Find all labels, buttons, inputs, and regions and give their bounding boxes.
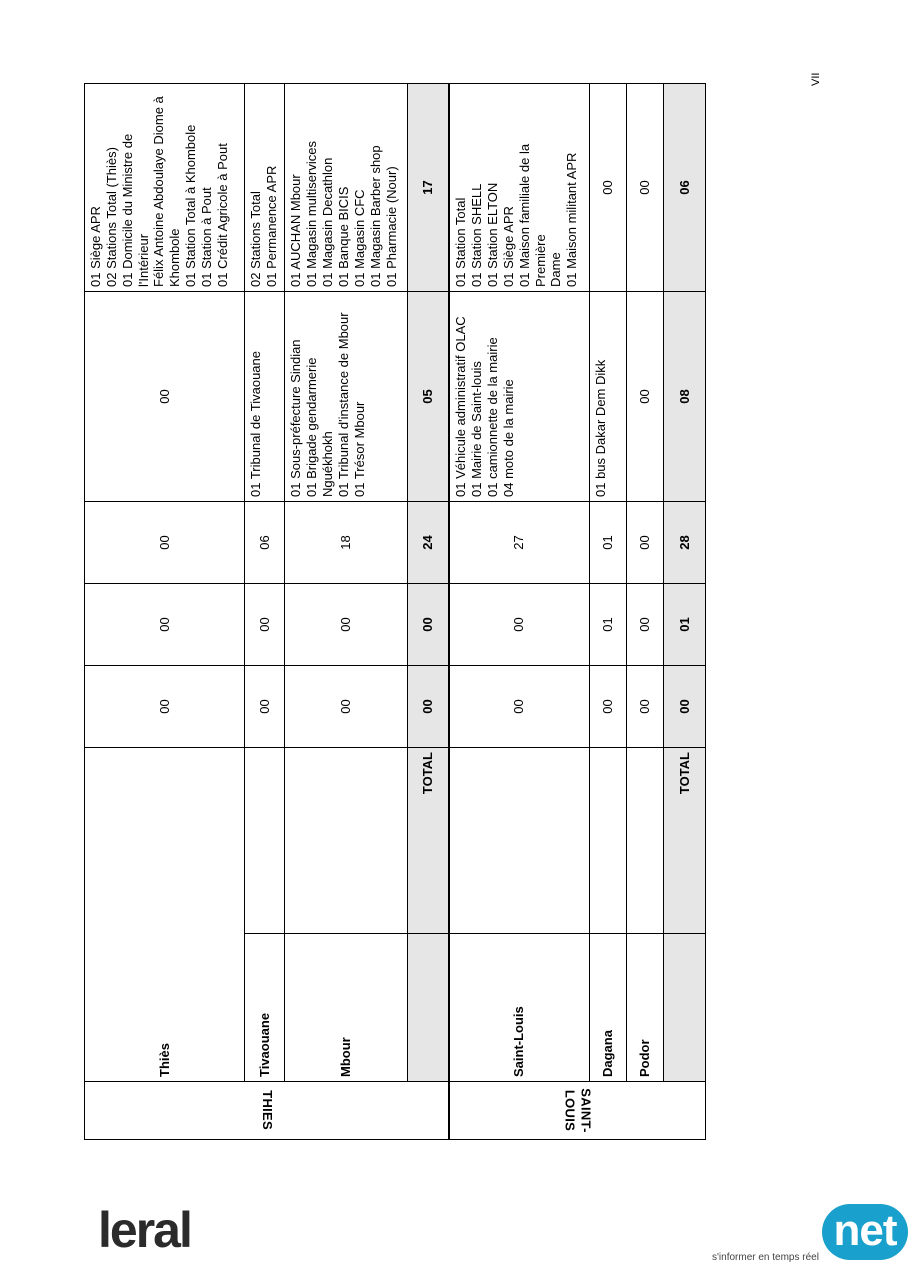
total-c5: 06 bbox=[664, 84, 706, 292]
targets-col-5 bbox=[626, 84, 663, 292]
targets-col-5-line: 01 Station Total à Khombole bbox=[183, 124, 199, 287]
targets-col-5-line: 00 bbox=[637, 180, 653, 195]
targets-col-4-line: 01 Véhicule administratif OLAC bbox=[453, 316, 469, 497]
region-name-cell bbox=[85, 1082, 450, 1140]
targets-col-5-line: 01 AUCHAN Mbour bbox=[288, 174, 304, 287]
table-row bbox=[245, 84, 285, 1140]
value-col-2: 01 bbox=[589, 584, 626, 666]
value-col-2: 00 bbox=[245, 584, 285, 666]
total-label: TOTAL bbox=[664, 748, 706, 934]
logo-tagline: s'informer en temps réel bbox=[712, 1252, 819, 1263]
logo-badge: net bbox=[822, 1204, 908, 1260]
value-col-3: 00 bbox=[85, 502, 245, 584]
empty-cell bbox=[449, 748, 589, 934]
targets-col-4-line: 01 Brigade gendarmerie bbox=[304, 357, 320, 497]
region-name: THIES bbox=[259, 1090, 275, 1131]
targets-col-5-line: 01 Magasin CFC bbox=[351, 189, 367, 287]
targets-col-5-line: 01 Magasin multiservices bbox=[304, 141, 320, 287]
targets-col-5-line: 01 Crédit Agricole à Pout bbox=[214, 143, 230, 287]
targets-col-4 bbox=[85, 292, 245, 502]
total-c3: 28 bbox=[664, 502, 706, 584]
targets-col-5-line: 01 Magasin Barber shop bbox=[367, 145, 383, 287]
table-row bbox=[449, 84, 589, 1140]
targets-col-4-line: 01 bus Dakar Dem Dikk bbox=[592, 359, 608, 497]
targets-col-4-line: 00 bbox=[156, 389, 172, 404]
targets-col-4-line: 01 Trésor Mbour bbox=[351, 401, 367, 497]
targets-col-5-line: 01 Maison militant APR bbox=[564, 152, 580, 287]
value-col-2: 00 bbox=[285, 584, 408, 666]
targets-col-5-line: 02 Stations Total bbox=[248, 191, 264, 287]
targets-col-4-line: Nguékhokh bbox=[320, 431, 336, 497]
value-col-3: 01 bbox=[589, 502, 626, 584]
table-row bbox=[85, 84, 245, 1140]
targets-col-4 bbox=[589, 292, 626, 502]
targets-col-5-line: 01 Station à Pout bbox=[199, 187, 215, 287]
targets-col-4-line: 01 Tribunal de Tivaouane bbox=[248, 351, 264, 497]
total-c4: 08 bbox=[664, 292, 706, 502]
value-col-3: 27 bbox=[449, 502, 589, 584]
targets-col-4-line: 04 moto de la mairie bbox=[500, 379, 516, 497]
value-col-2: 00 bbox=[449, 584, 589, 666]
targets-col-5-line: 01 Siège APR bbox=[500, 206, 516, 287]
leralnet-logo bbox=[98, 1200, 912, 1270]
value-col-2: 00 bbox=[626, 584, 663, 666]
department-name: Dagana bbox=[589, 934, 626, 1082]
value-col-1: 00 bbox=[449, 666, 589, 748]
table-row bbox=[285, 84, 408, 1140]
targets-col-5-line: Dame bbox=[548, 252, 564, 287]
value-col-1: 00 bbox=[626, 666, 663, 748]
logo-wordmark: leral bbox=[98, 1202, 191, 1258]
empty-cell bbox=[626, 748, 663, 934]
total-c4: 05 bbox=[408, 292, 450, 502]
table-row bbox=[589, 84, 626, 1140]
total-c1: 00 bbox=[664, 666, 706, 748]
department-name: Mbour bbox=[285, 934, 408, 1082]
targets-col-4 bbox=[449, 292, 589, 502]
targets-col-5 bbox=[245, 84, 285, 292]
table-row bbox=[626, 84, 663, 1140]
value-col-1: 00 bbox=[589, 666, 626, 748]
targets-col-5-line: 01 Permanence APR bbox=[264, 165, 280, 287]
value-col-3: 06 bbox=[245, 502, 285, 584]
targets-col-4 bbox=[626, 292, 663, 502]
value-col-3: 18 bbox=[285, 502, 408, 584]
department-name: Saint-Louis bbox=[449, 934, 589, 1082]
incident-table bbox=[84, 84, 706, 1140]
targets-col-5-line: Khombole bbox=[167, 228, 183, 287]
department-name: Tivaouane bbox=[245, 934, 285, 1082]
value-col-3: 00 bbox=[626, 502, 663, 584]
total-label: TOTAL bbox=[408, 748, 450, 934]
total-row bbox=[664, 84, 706, 1140]
targets-col-5-line: 01 Magasin Decathlon bbox=[320, 157, 336, 287]
total-c3: 24 bbox=[408, 502, 450, 584]
value-col-2: 00 bbox=[85, 584, 245, 666]
targets-col-4-line: 01 camionnette de la mairie bbox=[484, 337, 500, 497]
empty-cell bbox=[245, 748, 285, 934]
region-name-cell bbox=[449, 1082, 705, 1140]
targets-col-4-line: 00 bbox=[637, 389, 653, 404]
region-name: SAINT-LOUIS bbox=[562, 1088, 594, 1133]
targets-col-5 bbox=[285, 84, 408, 292]
targets-col-5 bbox=[449, 84, 589, 292]
total-c5: 17 bbox=[408, 84, 450, 292]
targets-col-5-line: 02 Stations Total (Thiès) bbox=[103, 147, 119, 287]
page-number: VII bbox=[810, 72, 822, 86]
targets-col-4-line: 01 Sous-préfecture Sindian bbox=[288, 339, 304, 497]
total-c2: 01 bbox=[664, 584, 706, 666]
targets-col-5-line: 01 Domicile du Ministre de l'Intérieur bbox=[119, 133, 151, 287]
targets-col-5-line: Félix Antoine Abdoulaye Diome à bbox=[151, 96, 167, 287]
targets-col-5-line: 01 Siège APR bbox=[88, 206, 103, 287]
total-c1: 00 bbox=[408, 666, 450, 748]
targets-col-5-line: 01 Maison familiale de la Première bbox=[516, 143, 548, 287]
empty-cell bbox=[589, 748, 626, 934]
targets-col-4-line: 01 Tribunal d'instance de Mbour bbox=[336, 312, 351, 497]
total-spacer bbox=[664, 934, 706, 1082]
targets-col-5-line: 01 Station ELTON bbox=[484, 182, 500, 287]
value-col-1: 00 bbox=[85, 666, 245, 748]
department-name: Podor bbox=[626, 934, 663, 1082]
targets-col-5-line: 01 Station SHELL bbox=[469, 183, 485, 287]
targets-col-5-line: 00 bbox=[599, 180, 615, 195]
empty-cell bbox=[285, 748, 408, 934]
targets-col-5-line: 01 Pharmacie (Nour) bbox=[383, 166, 399, 287]
targets-col-4 bbox=[245, 292, 285, 502]
targets-col-5 bbox=[589, 84, 626, 292]
department-name: Thiès bbox=[85, 748, 245, 1082]
targets-col-5-line: 01 Banque BICIS bbox=[336, 186, 351, 287]
value-col-1: 00 bbox=[285, 666, 408, 748]
targets-col-5 bbox=[85, 84, 245, 292]
targets-col-5-line: 01 Station Total bbox=[453, 197, 469, 287]
targets-col-4-line: 01 Mairie de Saint-louis bbox=[469, 361, 485, 497]
targets-col-4 bbox=[285, 292, 408, 502]
total-row bbox=[408, 84, 450, 1140]
total-spacer bbox=[408, 934, 450, 1082]
value-col-1: 00 bbox=[245, 666, 285, 748]
total-c2: 00 bbox=[408, 584, 450, 666]
